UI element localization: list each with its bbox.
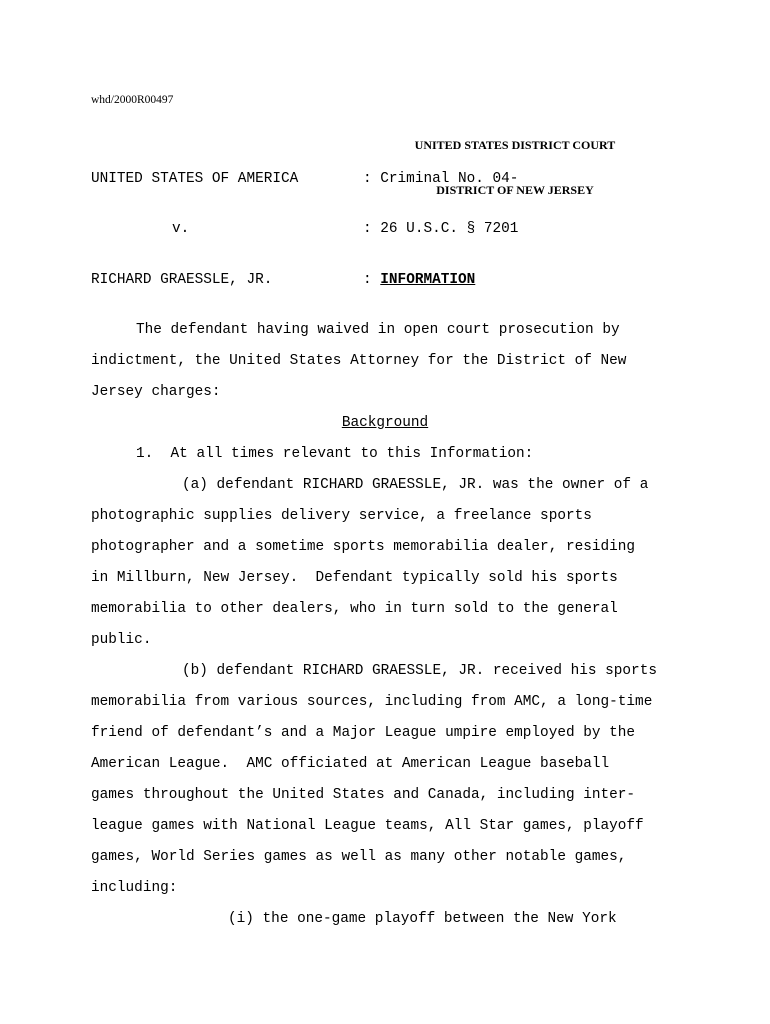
body-line: Jersey charges: (91, 384, 221, 400)
caption-versus: v. (172, 221, 190, 237)
caption-defendant: RICHARD GRAESSLE, JR. (91, 272, 273, 288)
information-title: INFORMATION (380, 272, 476, 288)
body-line: public. (91, 632, 152, 648)
caption-criminal-number: : Criminal No. 04- (363, 171, 519, 187)
court-name: UNITED STATES DISTRICT COURT (414, 138, 616, 152)
subparagraph-b: (b) defendant RICHARD GRAESSLE, JR. received his sports (182, 663, 657, 679)
subparagraph-i: (i) the one-game playoff between the New York (228, 911, 617, 927)
caption-plaintiff: UNITED STATES OF AMERICA (91, 171, 299, 187)
caption-statute: : 26 U.S.C. § 7201 (363, 221, 519, 237)
caption-info-prefix: : (363, 272, 381, 288)
court-district: DISTRICT OF NEW JERSEY (436, 183, 594, 197)
document-id: whd/2000R00497 (91, 94, 174, 106)
body-line: The defendant having waived in open court prosecution by (136, 322, 620, 338)
body-line: games throughout the United States and Canada, including inter- (91, 787, 636, 803)
body-line: memorabilia to other dealers, who in turn sold to the general (91, 601, 618, 617)
paragraph-1: 1. At all times relevant to this Information: (136, 446, 534, 462)
body-line: American League. AMC officiated at American League baseball (91, 756, 610, 772)
court-heading (330, 108, 700, 213)
body-line: league games with National League teams, All Star games, playoff (91, 818, 644, 834)
body-line: photographic supplies delivery service, a freelance sports (91, 508, 592, 524)
body-line: memorabilia from various sources, including from AMC, a long-time (91, 694, 653, 710)
section-heading-background: Background (341, 415, 429, 431)
subparagraph-a: (a) defendant RICHARD GRAESSLE, JR. was the owner of a (182, 477, 649, 493)
body-line: photographer and a sometime sports memorabilia dealer, residing (91, 539, 636, 555)
body-line: games, World Series games as well as many other notable games, (91, 849, 627, 865)
body-line: including: (91, 880, 178, 896)
caption-information (363, 272, 475, 288)
body-line: friend of defendant’s and a Major League umpire employed by the (91, 725, 636, 741)
body-line: indictment, the United States Attorney for the District of New (91, 353, 627, 369)
body-line: in Millburn, New Jersey. Defendant typically sold his sports (91, 570, 618, 586)
